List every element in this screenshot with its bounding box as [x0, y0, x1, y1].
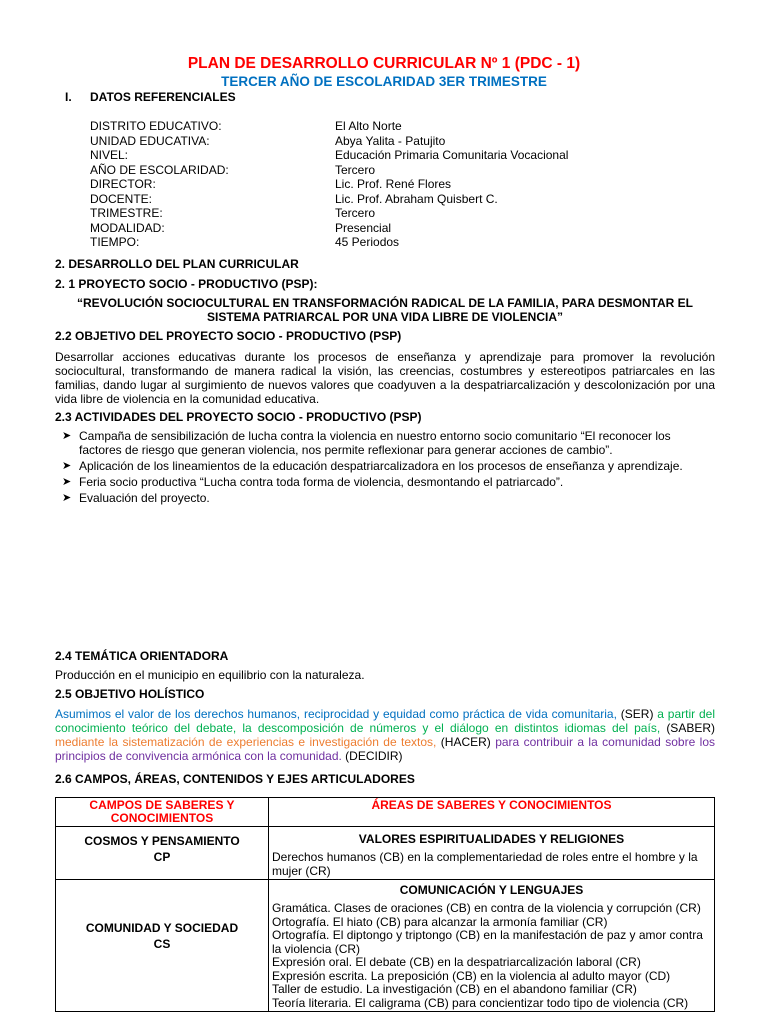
ref-value: Tercero: [335, 162, 376, 177]
section-number: I.: [65, 90, 72, 104]
area-title: VALORES ESPIRITUALIDADES Y RELIGIONES: [358, 832, 625, 846]
holistic-saber-tag: (SABER): [666, 721, 715, 735]
section-heading-2-1: 2. 1 PROYECTO SOCIO - PRODUCTIVO (PSP):: [55, 277, 318, 291]
area-cell: [269, 880, 715, 1012]
ref-label: AÑO DE ESCOLARIDAD:: [90, 162, 229, 177]
header-areas: ÁREAS DE SABERES Y CONOCIMIENTOS: [269, 798, 715, 827]
activity-text: Aplicación de los lineamientos de la educación despatriarcalizadora en los procesos de enseñanza y aprendizaje.: [79, 459, 683, 473]
list-item: [62, 475, 715, 489]
ref-row: [90, 221, 690, 236]
ref-row: [90, 134, 690, 149]
ref-label: MODALIDAD:: [90, 220, 165, 235]
section-heading-2-2: 2.2 OBJETIVO DEL PROYECTO SOCIO - PRODUCTIVO (PSP): [55, 329, 402, 343]
arrow-bullet-icon: ➤: [62, 476, 72, 488]
arrow-bullet-icon: ➤: [62, 492, 72, 504]
area-title: COMUNICACIÓN Y LENGUAJES: [399, 883, 584, 897]
holistic-ser-text: Asumimos el valor de los derechos humanos, reciprocidad y equidad como práctica de vida comunitaria,: [55, 707, 617, 721]
table-row: [56, 880, 715, 1012]
section-heading-2-3: 2.3 ACTIVIDADES DEL PROYECTO SOCIO - PRODUCTIVO (PSP): [55, 410, 422, 424]
section-heading-2-6: 2.6 CAMPOS, ÁREAS, CONTENIDOS Y EJES ARTICULADORES: [55, 772, 415, 786]
ref-label: TRIMESTRE:: [90, 206, 163, 220]
ref-label: DIRECTOR:: [90, 177, 156, 191]
arrow-bullet-icon: ➤: [62, 430, 72, 442]
holistic-decidir-tag: (DECIDIR): [345, 749, 403, 763]
holistic-decidir-text: para contribuir a la comunidad sobre los principios de convivencia armónica con la comunidad.: [55, 735, 716, 763]
tematica-text: Producción en el municipio en equilibrio con la naturaleza.: [55, 668, 365, 682]
section-title-datos: DATOS REFERENCIALES: [90, 90, 236, 104]
campo-code: CS: [153, 937, 171, 951]
ref-row: [90, 177, 690, 192]
content-item: Derechos humanos (CB) en la complementariedad de roles entre el hombre y la mujer (CR): [272, 850, 698, 878]
ref-row: [90, 163, 690, 178]
content-item: Ortografía. El diptongo y triptongo (CB) en la manifestación de paz y amor contra la violencia (CR): [272, 928, 703, 956]
list-item: [62, 491, 715, 505]
holistic-hacer-text: mediante la sistematización de experiencias e investigación de textos,: [55, 735, 437, 749]
ref-label: DOCENTE:: [90, 191, 153, 206]
holistic-saber-text: a partir del conocimiento teórico del debate, la descomposición de números y el diálogo en distintos idiomas del país,: [55, 707, 715, 735]
campo-cell: [56, 880, 269, 1012]
ref-value: Lic. Prof. Abraham Quisbert C.: [335, 191, 498, 206]
referential-data-list: [90, 119, 690, 250]
table-row: [56, 827, 715, 880]
content-item: Taller de estudio. La investigación (CB) en el abandono familiar (CR): [272, 982, 637, 996]
content-item: Expresión oral. El debate (CB) en la despatriarcalización laboral (CR): [272, 955, 641, 969]
ref-label: NIVEL:: [90, 148, 129, 162]
area-cell: [269, 827, 715, 880]
ref-value: Tercero: [335, 206, 376, 220]
list-item: [62, 429, 715, 457]
content-item: Expresión escrita. La preposición (CB) en la violencia al adulto mayor (CD): [272, 968, 671, 983]
ref-value: 45 Periodos: [335, 235, 400, 249]
activity-text: Campaña de sensibilización de lucha contra la violencia en nuestro entorno socio comunitario “El reconocer los factores de riesgo que generan violencia, nos permite reflexionar para generar acciones de cambio”.: [79, 429, 671, 457]
psp-title: “REVOLUCIÓN SOCIOCULTURAL EN TRANSFORMACIÓN RADICAL DE LA FAMILIA, PARA DESMONTAR EL SISTEMA PATRIARCAL POR UNA VIDA LIBRE DE VIOLENCIA”: [77, 296, 693, 324]
psp-objective-paragraph: Desarrollar acciones educativas durante los procesos de enseñanza y aprendizaje para promover la revolución sociocultural, transformando de manera radical la visión, las creencias, costumbres y estereotipos patriarcales en las familias, dando lugar al surgimiento de nuevos valores que coadyuven a la despatriarcalización y descolonización por una vida libre de violencia en la comunidad educativa.: [55, 350, 715, 406]
ref-value: Educación Primaria Comunitaria Vocacional: [335, 148, 569, 162]
document-title: PLAN DE DESARROLLO CURRICULAR Nº 1 (PDC - 1): [187, 55, 581, 72]
ref-row: [90, 148, 690, 163]
activity-text: Feria socio productiva “Lucha contra toda forma de violencia, desmontando el patriarcado”.: [79, 475, 564, 489]
ref-row: [90, 206, 690, 221]
campos-areas-table: [55, 797, 715, 1012]
content-item: Ortografía. El hiato (CB) para alcanzar la armonía familiar (CR): [272, 914, 608, 929]
campo-name: COSMOS Y PENSAMIENTO: [84, 834, 240, 848]
holistic-ser-tag: (SER): [620, 707, 654, 721]
ref-value: El Alto Norte: [335, 119, 402, 133]
section-heading-2-4: 2.4 TEMÁTICA ORIENTADORA: [55, 649, 229, 663]
campo-name: COMUNIDAD Y SOCIEDAD: [85, 921, 239, 935]
header-campos: CAMPOS DE SABERES Y CONOCIMIENTOS: [56, 798, 269, 827]
ref-label: UNIDAD EDUCATIVA:: [90, 133, 210, 148]
ref-label: TIEMPO:: [90, 235, 140, 249]
holistic-hacer-tag: (HACER): [440, 735, 491, 749]
content-item: Gramática. Clases de oraciones (CB) en contra de la violencia y corrupción (CR): [272, 901, 701, 915]
ref-row: [90, 235, 690, 250]
ref-row: [90, 119, 690, 134]
ref-row: [90, 192, 690, 207]
arrow-bullet-icon: ➤: [62, 460, 72, 472]
campo-code: CP: [153, 850, 171, 864]
section-heading-2: 2. DESARROLLO DEL PLAN CURRICULAR: [55, 257, 299, 271]
ref-value: Lic. Prof. René Flores: [335, 177, 452, 191]
activities-list: [62, 429, 715, 507]
list-item: [62, 459, 715, 473]
table-header-row: [56, 798, 715, 827]
ref-value: Abya Yalita - Patujito: [335, 133, 446, 148]
activity-text: Evaluación del proyecto.: [79, 491, 210, 505]
section-heading-2-5: 2.5 OBJETIVO HOLÍSTICO: [55, 687, 205, 701]
document-subtitle: TERCER AÑO DE ESCOLARIDAD 3ER TRIMESTRE: [221, 74, 547, 89]
content-item: Teoría literaria. El caligrama (CB) para concientizar todo tipo de violencia (CR): [272, 995, 689, 1010]
holistic-objective-paragraph: [55, 707, 715, 763]
ref-value: Presencial: [335, 220, 392, 235]
ref-label: DISTRITO EDUCATIVO:: [90, 119, 222, 133]
campo-cell: [56, 827, 269, 880]
